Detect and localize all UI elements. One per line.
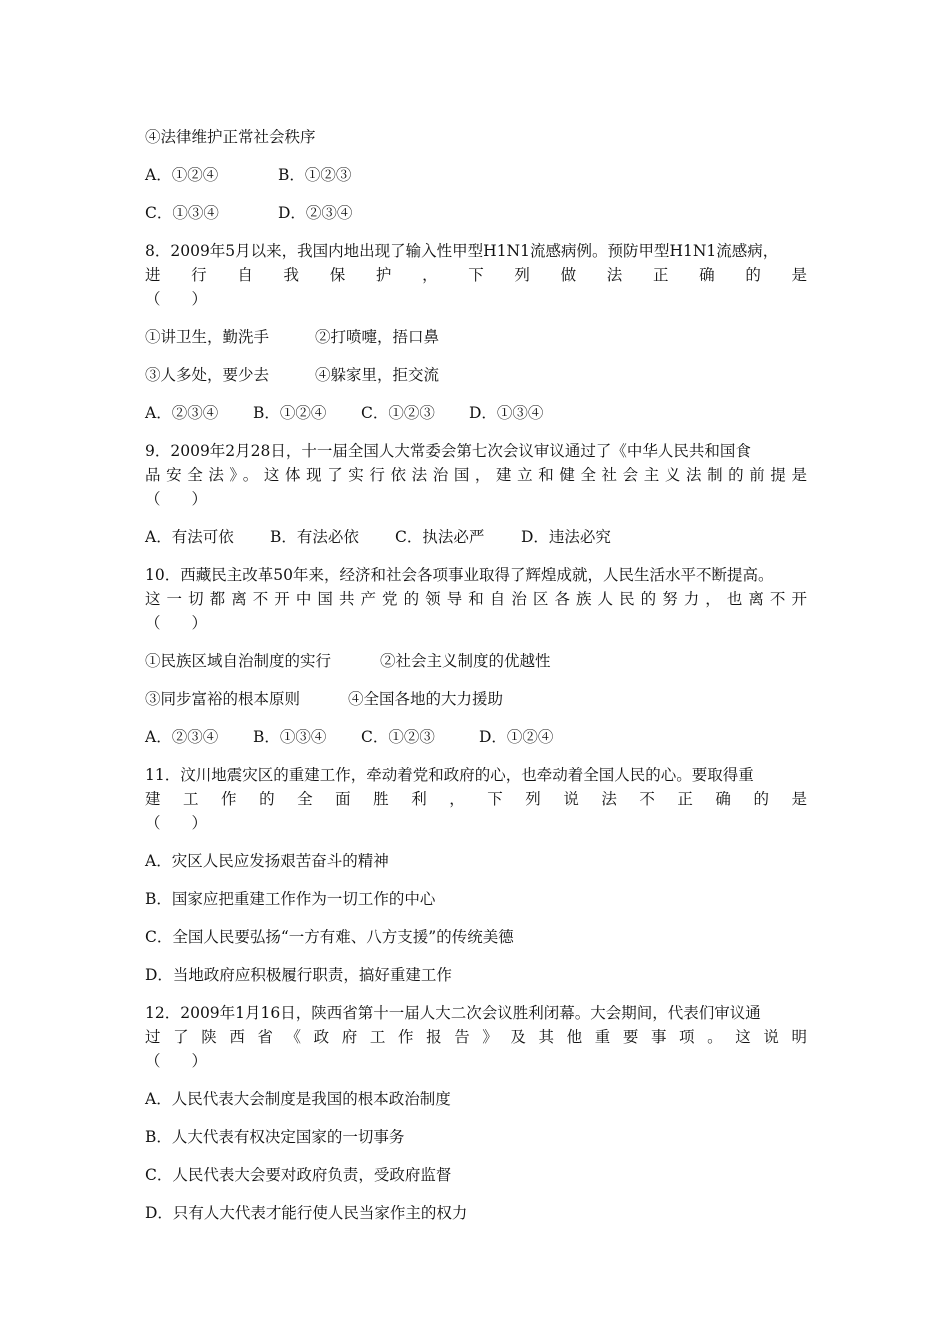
option-a: A．①②④ [145,166,219,184]
option-b: B．有法必依 [270,528,359,546]
option-b: B．①③④ [253,728,327,746]
item-3: ③人多处，要少去 [145,366,270,384]
item-4: ④法律维护正常社会秩序 [145,128,316,146]
answer-bracket: （ ） [145,614,208,632]
option-c: C．执法必严 [395,528,485,546]
items-row [145,651,551,671]
items-row [145,689,503,709]
answer-bracket: （ ） [145,290,208,308]
answer-bracket: （ ） [145,814,208,832]
item-1: ①民族区域自治制度的实行 [145,652,332,670]
option-d: D．当地政府应积极履行职责，搞好重建工作 [145,966,452,984]
item-2: ②打喷嚏，捂口鼻 [315,328,440,346]
item-2: ②社会主义制度的优越性 [380,652,551,670]
question-9-stem-cont: 品安全法》。这体现了实行依法治国，建立和健全社会主义法制的前提是 [145,466,807,484]
options-row [145,203,352,223]
option-c: C．①③④ [145,204,219,222]
options-row [145,527,611,547]
option-b: B．人大代表有权决定国家的一切事务 [145,1128,405,1146]
option-a: A．人民代表大会制度是我国的根本政治制度 [145,1090,451,1108]
option-a: A．②③④ [145,404,219,422]
option-a: A．有法可依 [145,528,234,546]
question-11-stem-cont: 建 工 作 的 全 面 胜 利 ， 下 列 说 法 不 正 确 的 是 [145,790,807,808]
options-row [145,403,543,423]
options-row [145,165,351,185]
option-c: C．人民代表大会要对政府负责，受政府监督 [145,1166,452,1184]
question-10-stem-cont: 这一切都离不开中国共产党的领导和自治区各族人民的努力，也离不开 [145,590,807,608]
option-d: D．②③④ [278,204,353,222]
option-a: A．②③④ [145,728,219,746]
option-d: D．①③④ [469,404,544,422]
question-8-stem: 8．2009年5月以来，我国内地出现了输入性甲型H1N1流感病例。预防甲型H1N1流感病， [145,242,779,260]
question-9-stem: 9．2009年2月28日，十一届全国人大常委会第七次会议审议通过了《中华人民共和国食 [145,442,751,460]
option-b: B．①②④ [253,404,327,422]
option-d: D．违法必究 [521,528,611,546]
answer-bracket: （ ） [145,1052,208,1070]
items-row [145,365,439,385]
question-8-stem-cont: 进 行 自 我 保 护 ， 下 列 做 法 正 确 的 是 [145,266,807,284]
option-b: B．①②③ [278,166,352,184]
option-c: C．全国人民要弘扬“一方有难、八方支援”的传统美德 [145,928,514,946]
question-10-stem: 10．西藏民主改革50年来，经济和社会各项事业取得了辉煌成就，人民生活水平不断提高。 [145,566,774,584]
option-d: D．只有人大代表才能行使人民当家作主的权力 [145,1204,468,1222]
item-3: ③同步富裕的根本原则 [145,690,301,708]
question-12-stem-cont: 过 了 陕 西 省 《 政 府 工 作 报 告 》 及 其 他 重 要 事 项 。 这 说 明 [145,1028,807,1046]
option-b: B．国家应把重建工作作为一切工作的中心 [145,890,436,908]
items-row [145,327,439,347]
option-c: C．①②③ [361,728,435,746]
item-4: ④躲家里，拒交流 [315,366,440,384]
options-row [145,727,553,747]
item-4: ④全国各地的大力援助 [348,690,504,708]
option-a: A．灾区人民应发扬艰苦奋斗的精神 [145,852,389,870]
answer-bracket: （ ） [145,490,208,508]
option-d: D．①②④ [479,728,554,746]
question-12-stem: 12．2009年1月16日，陕西省第十一届人大二次会议胜利闭幕。大会期间，代表们审议通 [145,1004,761,1022]
item-1: ①讲卫生，勤洗手 [145,328,270,346]
option-c: C．①②③ [361,404,435,422]
question-11-stem: 11．汶川地震灾区的重建工作，牵动着党和政府的心，也牵动着全国人民的心。要取得重 [145,766,754,784]
